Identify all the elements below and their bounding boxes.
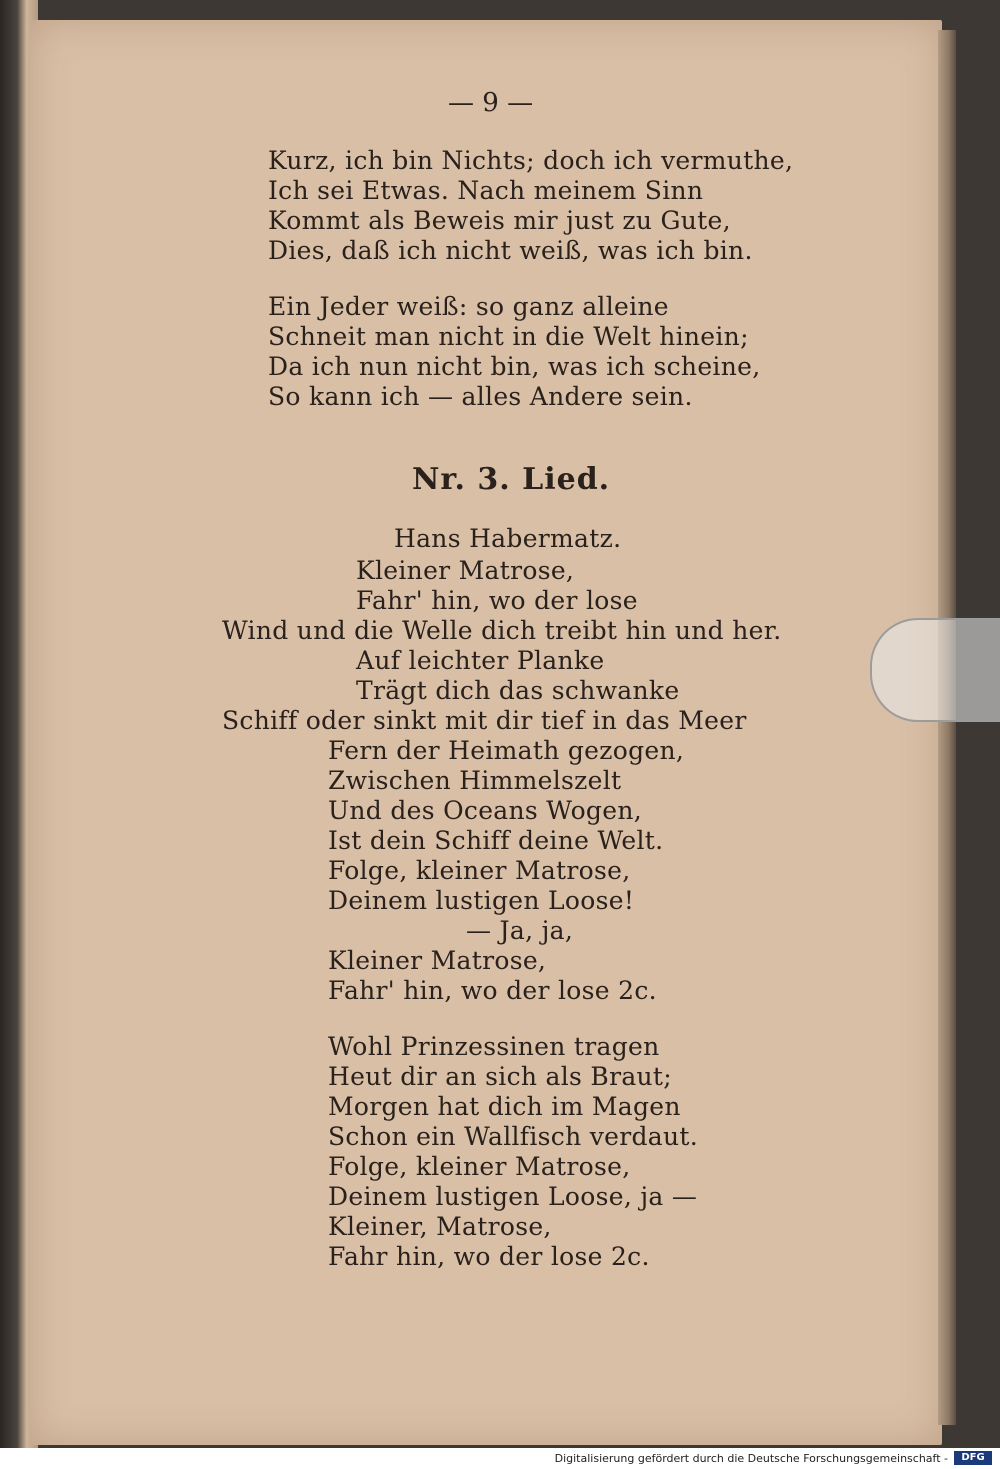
song-line: Kleiner Matrose,: [356, 556, 575, 585]
poem-line: Ich sei Etwas. Nach meinem Sinn: [268, 176, 704, 205]
song-line: Fahr hin, wo der lose 2c.: [328, 1242, 650, 1271]
song-line: Kleiner, Matrose,: [328, 1212, 552, 1241]
singer-name: Hans Habermatz.: [394, 524, 622, 553]
song-line: Fahr' hin, wo der lose 2c.: [328, 976, 657, 1005]
song-line: Deinem lustigen Loose, ja —: [328, 1182, 698, 1211]
song-line: Fahr' hin, wo der lose: [356, 586, 638, 615]
song-line: Deinem lustigen Loose!: [328, 886, 635, 915]
poem-line: Kurz, ich bin Nichts; doch ich vermuthe,: [268, 146, 794, 175]
song-line: Und des Oceans Wogen,: [328, 796, 642, 825]
song-line: Heut dir an sich als Braut;: [328, 1062, 672, 1091]
song-line: Trägt dich das schwanke: [356, 676, 680, 705]
song-line: Wohl Prinzessinen tragen: [328, 1032, 660, 1061]
song-line: Zwischen Himmelszelt: [328, 766, 622, 795]
song-line: Morgen hat dich im Magen: [328, 1092, 681, 1121]
funding-notice: Digitalisierung gefördert durch die Deutsche Forschungsgemeinschaft -: [554, 1452, 948, 1465]
song-line: — Ja, ja,: [466, 916, 574, 945]
song-line: Schiff oder sinkt mit dir tief in das Meer: [222, 706, 747, 735]
page-clip: [870, 618, 1000, 722]
dfg-logo: DFG: [954, 1451, 992, 1465]
song-line: Folge, kleiner Matrose,: [328, 1152, 631, 1181]
song-line: Folge, kleiner Matrose,: [328, 856, 631, 885]
poem-line: Kommt als Beweis mir just zu Gute,: [268, 206, 731, 235]
poem-line: Schneit man nicht in die Welt hinein;: [268, 322, 749, 351]
poem-line: Dies, daß ich nicht weiß, was ich bin.: [268, 236, 753, 265]
song-title: Nr. 3. Lied.: [412, 462, 611, 497]
poem-line: Ein Jeder weiß: so ganz alleine: [268, 292, 669, 321]
poem-line: Da ich nun nicht bin, was ich scheine,: [268, 352, 761, 381]
page-edge: [938, 30, 956, 1425]
song-line: Wind und die Welle dich treibt hin und her.: [222, 616, 782, 645]
song-line: Auf leichter Planke: [356, 646, 605, 675]
poem-line: So kann ich — alles Andere sein.: [268, 382, 693, 411]
song-line: Fern der Heimath gezogen,: [328, 736, 685, 765]
song-line: Schon ein Wallfisch verdaut.: [328, 1122, 698, 1151]
song-line: Kleiner Matrose,: [328, 946, 547, 975]
song-line: Ist dein Schiff deine Welt.: [328, 826, 664, 855]
page-number: — 9 —: [448, 88, 534, 118]
